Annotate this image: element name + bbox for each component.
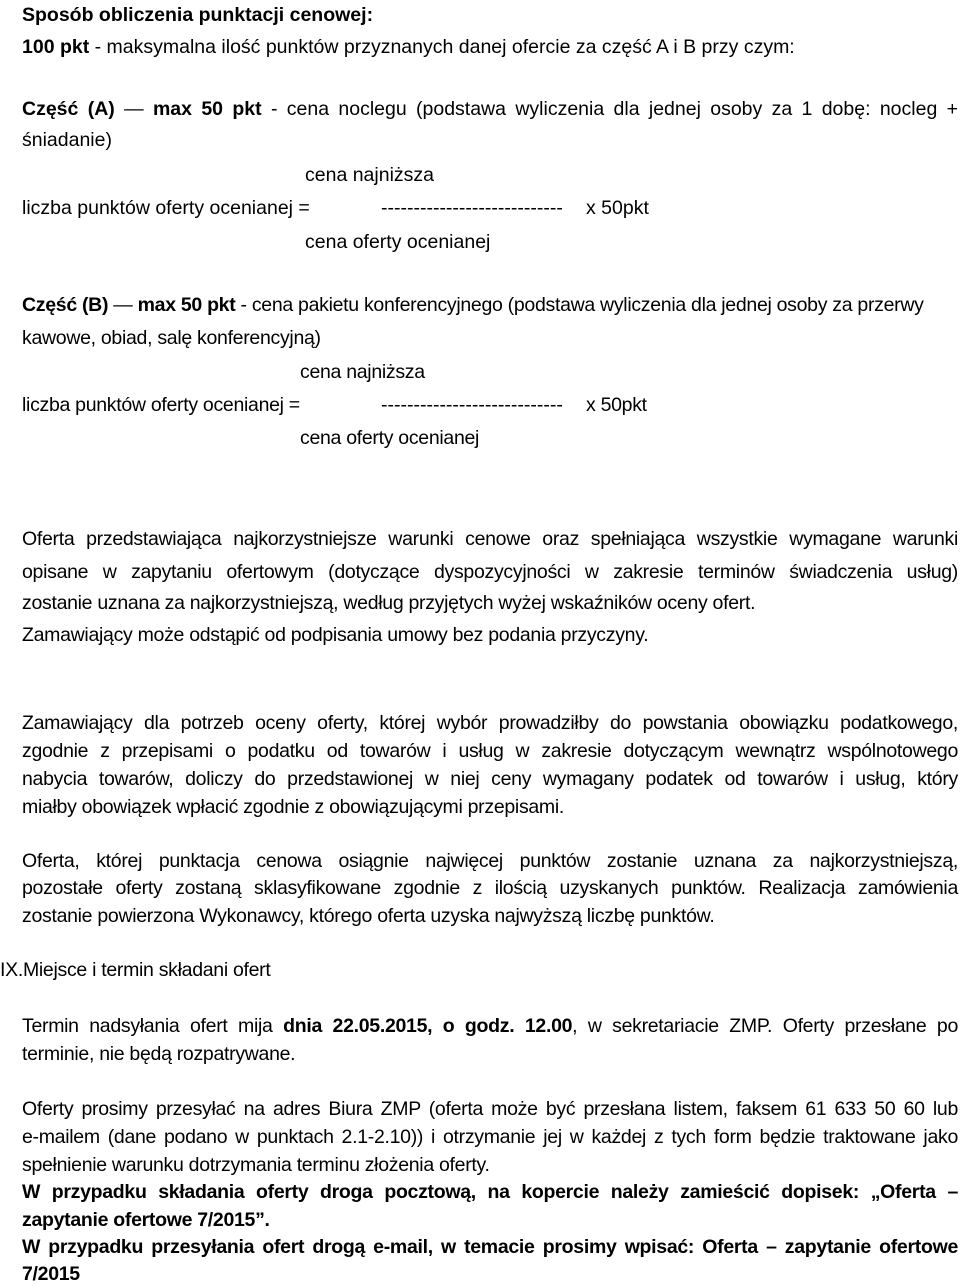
para3-line-3: zostanie powierzona Wykonawcy, którego oferta uzyska najwyższą liczbę punktów. [22, 905, 715, 927]
part-b-label: Część (B) [22, 294, 109, 316]
part-b-max: max 50 pkt [137, 294, 236, 316]
part-b-dash: — [113, 294, 133, 316]
part-a-formula-lhs: liczba punktów oferty ocenianej = [22, 197, 310, 219]
deadline-date: dnia 22.05.2015, o godz. 12.00 [283, 1015, 573, 1037]
part-a-numerator: cena najniższa [305, 164, 434, 186]
para1-line-4: Zamawiający może odstąpić od podpisania umowy bez podania przyczyny. [22, 624, 649, 646]
part-a-formula-rhs: x 50pkt [586, 197, 649, 219]
address-line-1: Oferty prosimy przesyłać na adres Biura ZMP (oferta może być przesłana listem, faksem 61 633 50 60 lub [22, 1098, 958, 1120]
section-ix-heading [0, 958, 271, 982]
address-line-3: spełnienie warunku dotrzymania terminu złożenia oferty. [22, 1154, 490, 1176]
para2-line-4: miałby obowiązek wpłacić zgodnie z obowiązującymi przepisami. [22, 796, 565, 818]
part-a-dash: — [124, 98, 144, 120]
part-b-desc-cont: kawowe, obiad, salę konferencyjną) [22, 327, 321, 349]
part-b-formula-lhs: liczba punktów oferty ocenianej = [22, 394, 300, 416]
para2-line-3: nabycia towarów, doliczy do przedstawionej w niej ceny wymagany podatek od towarów i usług, który [22, 768, 958, 790]
part-b-denominator: cena oferty ocenianej [300, 427, 480, 449]
part-a-line [22, 97, 958, 121]
part-a-desc-cont: śniadanie) [22, 129, 112, 151]
deadline-line [22, 1014, 958, 1038]
section-title: Sposób obliczenia punktacji cenowej: [22, 4, 374, 26]
part-a-max: max 50 pkt [152, 98, 262, 120]
para1-line-3: zostanie uznana za najkorzystniejszą, według przyjętych wyżej wskaźników oceny ofert. [22, 592, 756, 614]
max-points-line [22, 35, 795, 59]
para3-line-1: Oferta, której punktacja cenowa osiągnie najwięcej punktów zostanie uznana za najkorzystniejszą, [22, 850, 958, 872]
part-a-label: Część (A) [22, 98, 115, 120]
deadline-text-c: , w sekretariacie ZMP. Oferty przesłane po [572, 1015, 958, 1037]
part-a-denominator: cena oferty ocenianej [305, 231, 491, 253]
para2-line-1: Zamawiający dla potrzeb oceny oferty, której wybór prowadziłby do powstania obowiązku podatkowego, [22, 712, 958, 734]
max-points-value: 100 pkt [22, 36, 90, 58]
para1-line-2: opisane w zapytaniu ofertowym (dotyczące dyspozycyjności w zakresie terminów świadczenia usług) [22, 561, 958, 583]
postal-note-line-2: zapytanie ofertowe 7/2015”. [22, 1209, 270, 1231]
para1-line-1: Oferta przedstawiająca najkorzystniejsze warunki cenowe oraz spełniająca wszystkie wymagane warunki [22, 528, 958, 550]
para3-line-2: pozostałe oferty zostaną sklasyfikowane zgodnie z ilością uzyskanych punktów. Realizacja zamówienia [22, 877, 958, 899]
section-ix-number: IX. [0, 959, 23, 981]
part-b-desc: - cena pakietu konferencyjnego (podstawa wyliczenia dla jednej osoby za przerwy [235, 294, 924, 316]
part-b-line [22, 293, 924, 317]
deadline-line-2: terminie, nie będą rozpatrywane. [22, 1043, 296, 1065]
part-b-numerator: cena najniższa [300, 361, 425, 383]
para2-line-2: zgodnie z przepisami o podatku od towarów i usług w zakresie dotyczącym wewnątrz wspólnotowego [22, 740, 958, 762]
part-a-desc: - cena noclegu (podstawa wyliczenia dla jednej osoby za 1 dobę: nocleg + [261, 98, 959, 120]
deadline-text-a: Termin nadsyłania ofert mija [22, 1015, 284, 1037]
postal-note-line-1: W przypadku składania oferty droga pocztową, na kopercie należy zamieścić dopisek: „Oferta – [22, 1181, 958, 1203]
email-note-line-2: 7/2015 [22, 1263, 80, 1285]
max-points-text: - maksymalna ilość punktów przyznanych danej ofercie za część A i B przy czym: [89, 36, 795, 58]
part-a-fraction-bar: ---------------------------- [381, 197, 563, 219]
part-b-formula-rhs: x 50pkt [586, 394, 647, 416]
section-ix-title: Miejsce i termin składani ofert [22, 959, 271, 981]
part-b-fraction-bar: ---------------------------- [381, 394, 563, 416]
address-line-2: e-mailem (dane podano w punktach 2.1-2.10)) i otrzymanie jej w każdej z tych form będzie traktowane jako [22, 1126, 958, 1148]
email-note-line-1: W przypadku przesyłania ofert drogą e-mail, w temacie prosimy wpisać: Oferta – zapytanie ofertowe [22, 1236, 958, 1258]
